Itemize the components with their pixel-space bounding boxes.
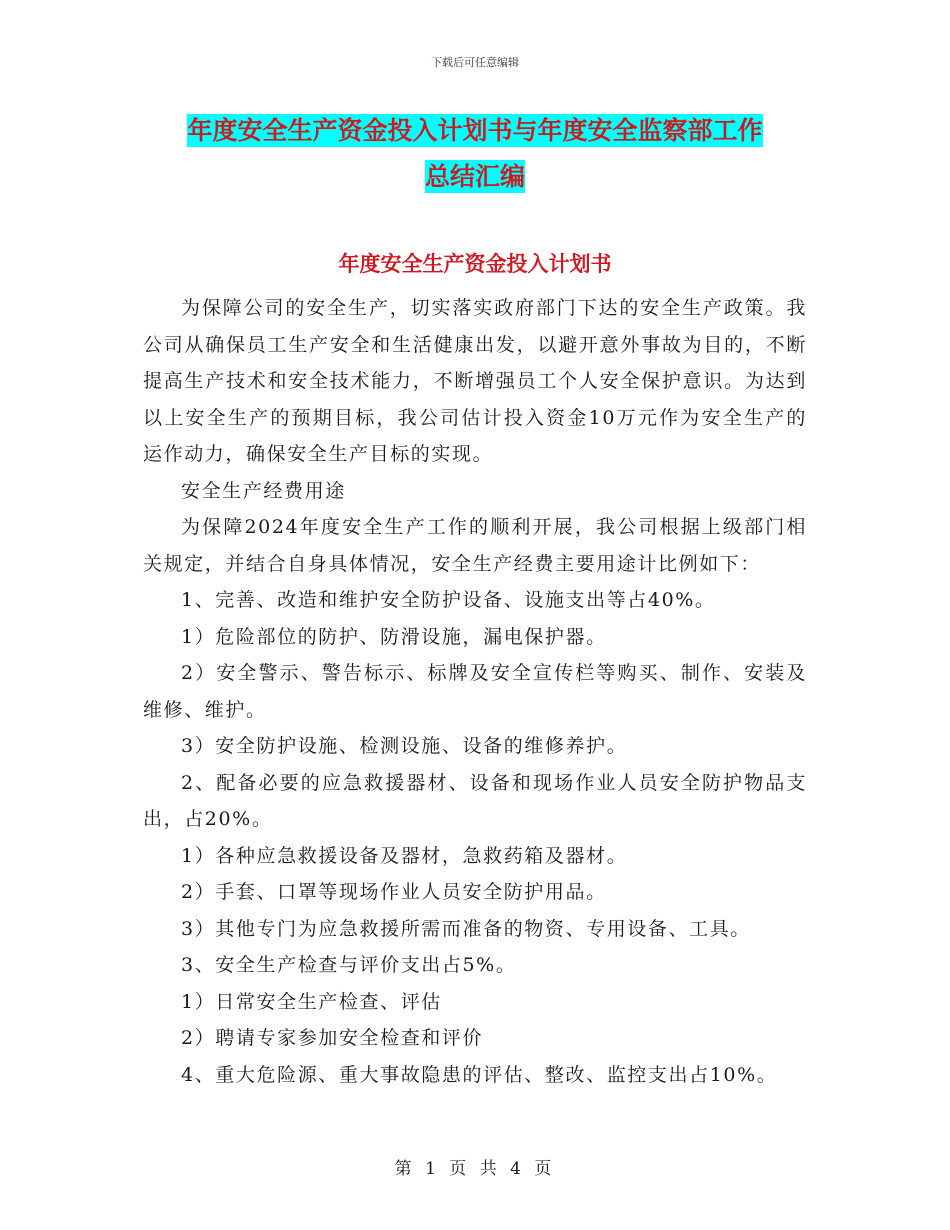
document-title-line1: 年度安全生产资金投入计划书与年度安全监察部工作: [187, 116, 763, 145]
header-note: 下载后可任意编辑: [431, 56, 519, 69]
paragraph: 2）手套、口罩等现场作业人员安全防护用品。: [181, 881, 607, 903]
paragraph: 2、配备必要的应急救援器材、设备和现场作业人员安全防护物品支出，占20%。: [143, 771, 807, 830]
paragraph: 为保障公司的安全生产，切实落实政府部门下达的安全生产政策。我公司从确保员工生产安全和生活健康出发，以避开意外事故为目的，不断提高生产技术和安全技术能力，不断增强员工个人安全保护意识。为达到以上安全生产的预期目标，我公司估计投入资金10万元作为安全生产的运作动力，确保安全生产目标的实现。: [143, 297, 807, 465]
paragraph: 1）日常安全生产检查、评估: [181, 990, 442, 1013]
paragraph: 2）安全警示、警告标示、标牌及安全宣传栏等购买、制作、安装及维修、维护。: [143, 662, 807, 721]
document-title-line2: 总结汇编: [424, 162, 525, 191]
paragraph: 3、安全生产检查与评价支出占5%。: [181, 954, 517, 976]
paragraph: 安全生产经费用途: [181, 479, 346, 502]
paragraph: 2）聘请专家参加安全检查和评价: [181, 1027, 484, 1049]
paragraph: 3）其他专门为应急救援所需而准备的物资、专用设备、工具。: [181, 917, 751, 940]
section-title: 年度安全生产资金投入计划书: [338, 252, 612, 276]
paragraph: 为保障2024年度安全生产工作的顺利开展，我公司根据上级部门相关规定，并结合自身具体情况，安全生产经费主要用途计比例如下：: [143, 516, 807, 575]
body-text: [143, 290, 807, 1093]
paragraph: 1、完善、改造和维护安全防护设备、设施支出等占40%。: [181, 589, 716, 611]
page-number: 第 1 页 共 4 页: [394, 1159, 556, 1179]
paragraph: 3）安全防护设施、检测设施、设备的维修养护。: [181, 735, 628, 757]
paragraph: 4、重大危险源、重大事故隐患的评估、整改、监控支出占10%。: [181, 1063, 778, 1086]
paragraph: 1）各种应急救援设备及器材，急救药箱及器材。: [181, 844, 628, 867]
paragraph: 1）危险部位的防护、防滑设施，漏电保护器。: [181, 625, 607, 648]
document-title: [140, 108, 810, 200]
